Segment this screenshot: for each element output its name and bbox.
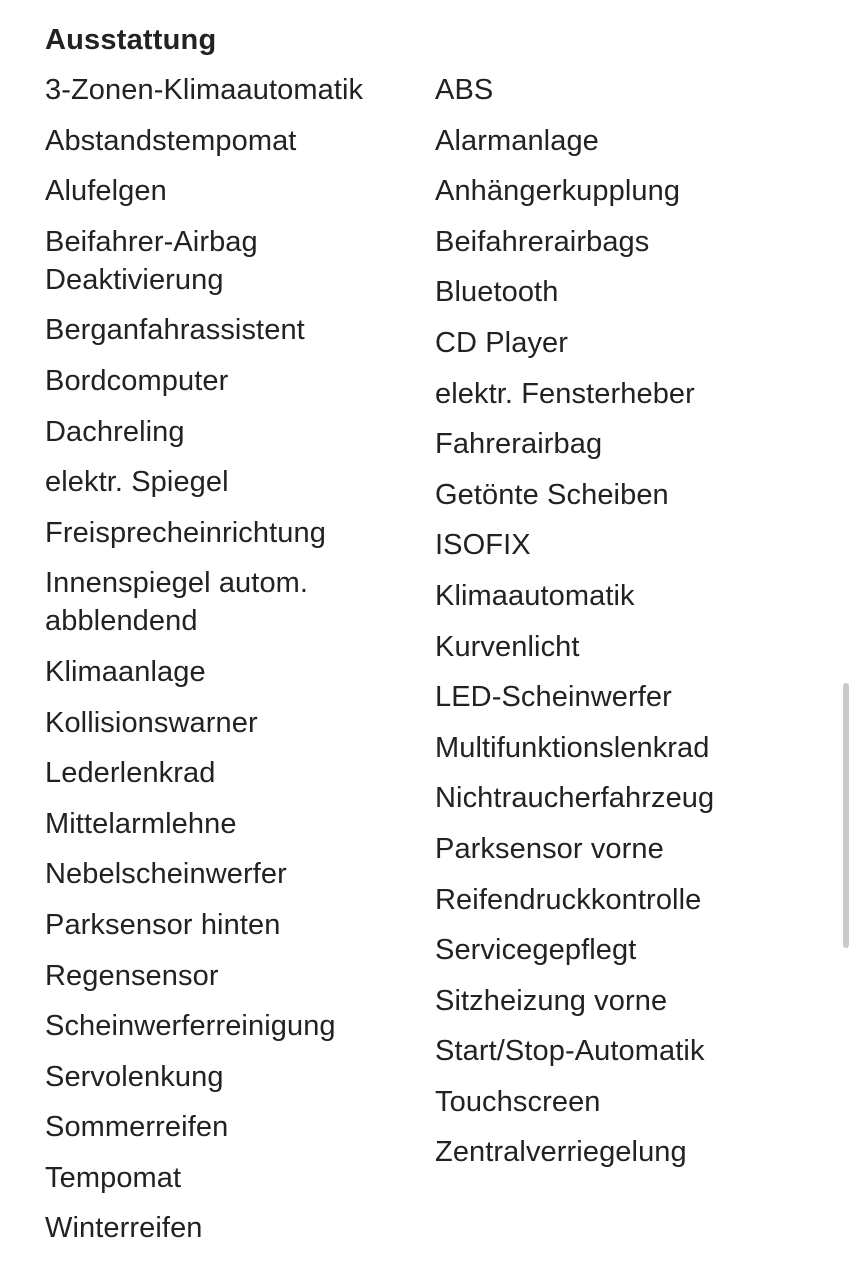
feature-item: Parksensor vorne xyxy=(435,832,664,865)
feature-item: Nichtraucherfahrzeug xyxy=(435,782,715,815)
section-title: Ausstattung xyxy=(45,24,217,56)
vertical-scrollbar[interactable] xyxy=(843,683,849,948)
feature-item: Getönte Scheiben xyxy=(435,478,669,511)
feature-item: Kollisionswarner xyxy=(45,706,258,739)
feature-item: Start/Stop-Automatik xyxy=(435,1035,705,1068)
feature-item: LED-Scheinwerfer xyxy=(435,681,672,714)
feature-item: Mittelarmlehne xyxy=(45,807,237,840)
feature-item: Dachreling xyxy=(45,415,185,448)
feature-item: Beifahrerairbags xyxy=(435,225,650,258)
feature-item: Alufelgen xyxy=(45,175,167,208)
feature-item: Beifahrer-Airbag Deaktivierung xyxy=(45,225,258,296)
feature-list-left xyxy=(45,71,425,1260)
feature-item: 3-Zonen-Klimaautomatik xyxy=(45,74,364,106)
feature-item: Winterreifen xyxy=(45,1212,203,1245)
feature-item: Servolenkung xyxy=(45,1060,224,1093)
feature-item: Regensensor xyxy=(45,959,219,992)
feature-item: ABS xyxy=(435,74,494,106)
feature-item: Berganfahrassistent xyxy=(45,314,305,347)
feature-list-right xyxy=(435,71,815,1184)
feature-item: Nebelscheinwerfer xyxy=(45,858,287,891)
feature-item: ISOFIX xyxy=(435,529,531,562)
feature-item: Multifunktionslenkrad xyxy=(435,731,710,764)
feature-item: Klimaanlage xyxy=(45,655,206,688)
feature-item: Scheinwerferreinigung xyxy=(45,1010,336,1043)
feature-item: elektr. Fensterheber xyxy=(435,377,695,410)
feature-item: Freisprecheinrichtung xyxy=(45,516,326,549)
feature-item: Innenspiegel autom. abblendend xyxy=(45,567,309,638)
feature-item: Servicegepflegt xyxy=(435,934,637,967)
feature-item: Parksensor hinten xyxy=(45,908,281,941)
feature-item: Sommerreifen xyxy=(45,1111,229,1144)
feature-item: Sitzheizung vorne xyxy=(435,984,668,1017)
feature-item: Lederlenkrad xyxy=(45,757,216,790)
feature-item: Bluetooth xyxy=(435,276,559,309)
feature-item: elektr. Spiegel xyxy=(45,466,229,499)
feature-item: Klimaautomatik xyxy=(435,579,635,612)
feature-item: Abstandstempomat xyxy=(45,124,297,157)
feature-item: CD Player xyxy=(435,326,569,359)
feature-item: Zentralverriegelung xyxy=(435,1136,687,1169)
feature-item: Fahrerairbag xyxy=(435,428,603,461)
feature-item: Kurvenlicht xyxy=(435,630,580,663)
feature-item: Reifendruckkontrolle xyxy=(435,883,702,916)
feature-item: Alarmanlage xyxy=(435,124,599,157)
feature-item: Anhängerkupplung xyxy=(435,175,681,208)
feature-item: Touchscreen xyxy=(435,1085,601,1118)
feature-item: Tempomat xyxy=(45,1161,182,1194)
feature-item: Bordcomputer xyxy=(45,364,229,397)
